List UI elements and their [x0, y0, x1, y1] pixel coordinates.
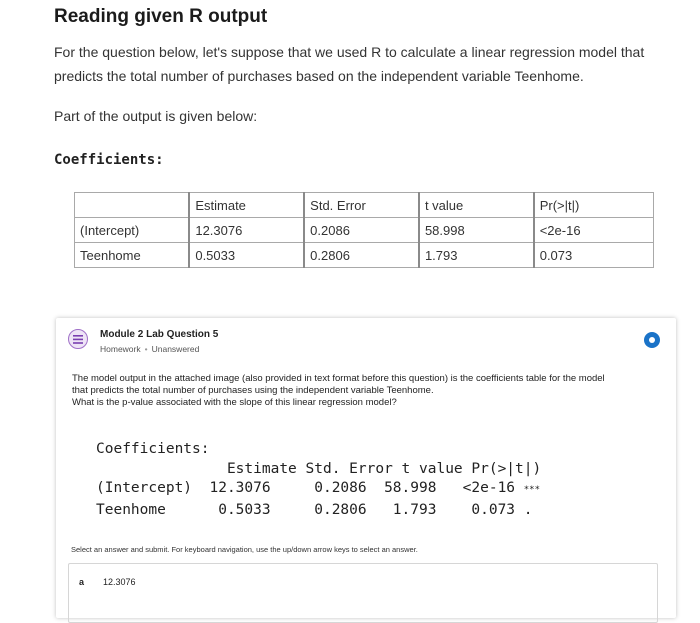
r-output-line: Estimate Std. Error t value Pr(>|t|) [96, 460, 542, 477]
coefficients-table [74, 192, 654, 268]
significance-stars: *** [523, 485, 541, 495]
question-text-line: What is the p-value associated with the slope of this linear regression model? [72, 397, 397, 408]
r-output-block [96, 440, 541, 520]
r-output-line: Teenhome 0.5033 0.2806 1.793 0.073 . [96, 501, 533, 518]
table-cell: Teenhome [75, 243, 190, 268]
table-cell: 1.793 [419, 243, 534, 268]
question-type: Homework [100, 344, 141, 354]
option-letter: a [79, 577, 85, 587]
table-header-row [75, 193, 654, 218]
part-note: Part of the output is given below: [54, 108, 258, 124]
table-cell: <2e-16 [534, 218, 654, 243]
answer-instruction: Select an answer and submit. For keyboard navigation, use the up/down arrow keys to select an answer. [71, 545, 418, 554]
table-cell: 0.073 [534, 243, 654, 268]
page-title: Reading given R output [54, 6, 268, 27]
status-indicator-icon[interactable] [644, 332, 660, 348]
r-output-line: Coefficients: [96, 441, 210, 457]
question-card [56, 318, 676, 618]
intro-paragraph: For the question below, let's suppose that we used R to calculate a linear regression model that predicts the total number of purchases based on the independent variable Teenhome. [54, 44, 645, 84]
table-row [75, 218, 654, 243]
meta-separator: • [144, 344, 148, 354]
question-title: Module 2 Lab Question 5 [100, 329, 219, 340]
question-text-line: that predicts the total number of purchases using the independent variable Teenhome. [72, 385, 434, 396]
question-text [72, 373, 662, 409]
table-row [75, 243, 654, 268]
table-header-cell: Std. Error [304, 193, 419, 218]
table-cell: 0.2086 [304, 218, 419, 243]
table-header-cell: t value [419, 193, 534, 218]
table-cell: (Intercept) [75, 218, 190, 243]
question-meta [100, 344, 199, 354]
coefficients-label: Coefficients: [54, 152, 164, 168]
table-cell: 0.5033 [189, 243, 304, 268]
option-value: 12.3076 [103, 577, 136, 587]
table-cell: 12.3076 [189, 218, 304, 243]
table-header-cell [75, 193, 190, 218]
answer-option-a[interactable] [68, 563, 658, 623]
question-list-icon [68, 329, 88, 349]
table-cell: 58.998 [419, 218, 534, 243]
question-status: Unanswered [151, 344, 200, 354]
table-header-cell: Estimate [189, 193, 304, 218]
table-header-cell: Pr(>|t|) [534, 193, 654, 218]
r-output-line: (Intercept) 12.3076 0.2086 58.998 <2e-16 [96, 480, 524, 496]
question-text-line: The model output in the attached image (also provided in text format before this question) is the coefficients table for the model [72, 373, 605, 384]
table-cell: 0.2806 [304, 243, 419, 268]
